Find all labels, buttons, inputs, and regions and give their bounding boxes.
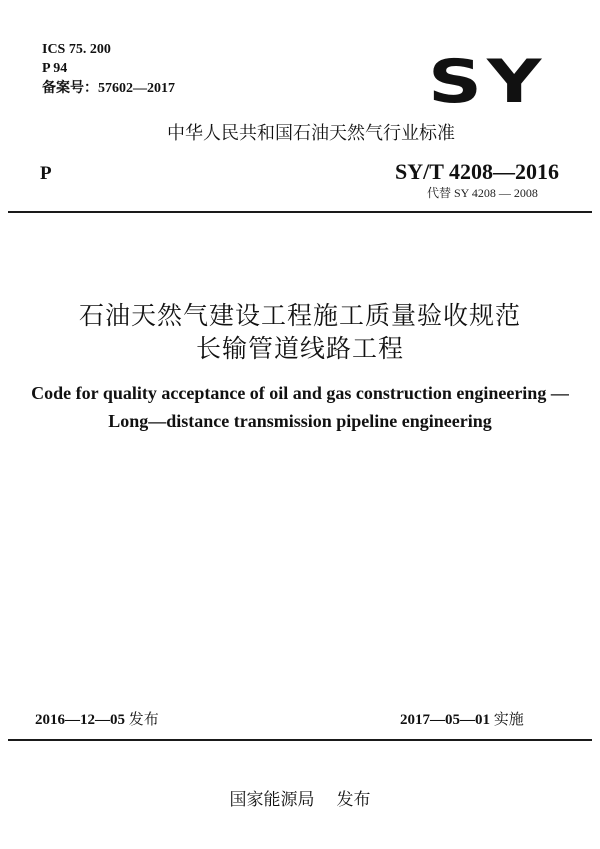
- issue-date: 2016—12—05: [35, 712, 125, 728]
- ics-code: ICS 75. 200: [42, 42, 111, 57]
- category-letter: P: [40, 163, 52, 184]
- title-chinese-line1: 石油天然气建设工程施工质量验收规范: [78, 301, 521, 330]
- implement-label: 实施: [493, 710, 524, 728]
- replaces-note: 代替 SY 4208 — 2008: [427, 186, 538, 200]
- issue-label: 发布: [128, 710, 159, 728]
- publisher-name: 国家能源局: [229, 790, 315, 810]
- category-code: P 94: [42, 61, 68, 76]
- issue-date-block: [35, 709, 159, 730]
- filing-number: 备案号：57602—2017: [42, 81, 175, 96]
- sy-logo: SY: [428, 47, 547, 117]
- title-english-line1: Code for quality acceptance of oil and gas construction engineering —: [31, 383, 569, 403]
- standard-type-heading: 中华人民共和国石油天然气行业标准: [167, 123, 455, 144]
- implement-date: 2017—05—01: [400, 712, 490, 728]
- bottom-divider: [8, 739, 592, 741]
- publisher-line: [0, 788, 600, 812]
- publish-label: 发布: [336, 790, 371, 810]
- implement-date-block: [400, 709, 524, 730]
- standard-code: SY/T 4208—2016: [395, 159, 560, 184]
- title-english-line2: Long—distance transmission pipeline engineering: [108, 411, 492, 431]
- title-chinese-line2: 长输管道线路工程: [195, 334, 404, 363]
- top-divider: [8, 211, 592, 213]
